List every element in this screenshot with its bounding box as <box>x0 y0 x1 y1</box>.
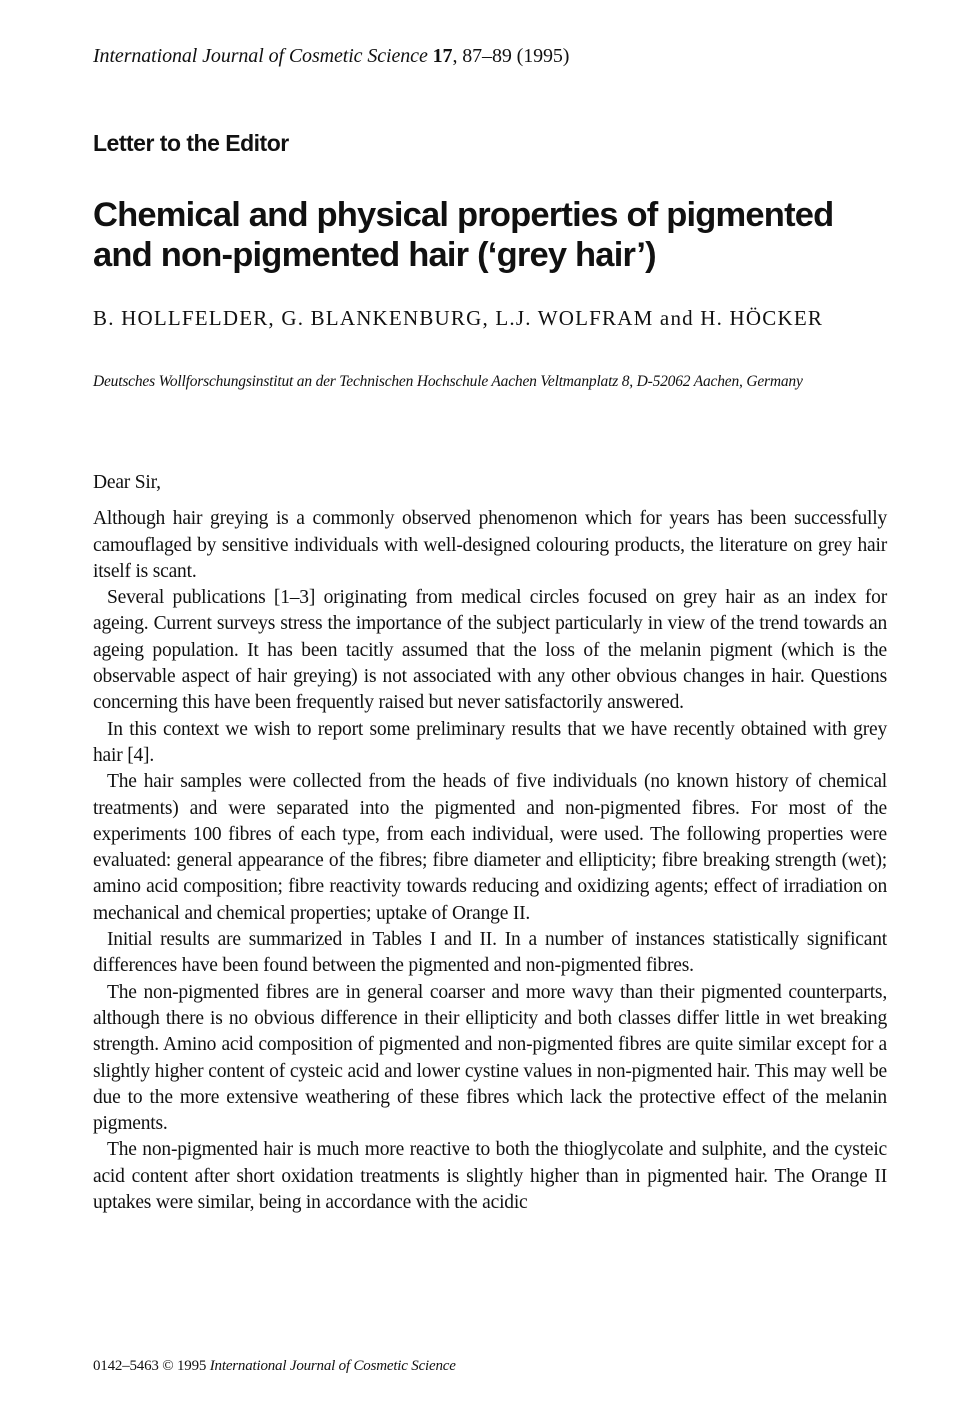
issn-copyright: 0142–5463 © 1995 <box>93 1358 210 1374</box>
letter-body <box>93 470 887 1216</box>
journal-volume: 17 <box>432 45 453 67</box>
section-label: Letter to the Editor <box>93 130 289 156</box>
paragraph: The non-pigmented hair is much more reactive to both the thioglycolate and sulphite, and the cysteic acid content after short oxidation treatments is slightly higher than in pigmented hair. The Orange II uptakes were similar, being in accordance with the acidic <box>93 1139 887 1214</box>
paragraph: In this context we wish to report some preliminary results that we have recently obtained with grey hair [4]. <box>93 718 887 766</box>
journal-name: International Journal of Cosmetic Science <box>93 45 428 67</box>
journal-pages-year: , 87–89 (1995) <box>452 45 570 67</box>
paragraph: The non-pigmented fibres are in general coarser and more wavy than their pigmented counterparts, although there is no obvious difference in their ellipticity and both classes differ little in wet breaking strength. Amino acid composition of pigmented and non-pigmented fibres are quite similar except for a slightly higher content of cysteic acid and lower cystine values in non-pigmented hair. This may well be due to the more extensive weathering of these fibres which lack the protective effect of the melanin pigments. <box>93 981 887 1135</box>
article-title: Chemical and physical properties of pigmented and non-pigmented hair (‘grey hair’) <box>93 196 834 274</box>
paragraph: The hair samples were collected from the heads of five individuals (no known history of chemical treatments) and were separated into the pigmented and non-pigmented fibres. For most of the experiments 100 fibres of each type, from each individual, were used. The following properties were evaluated: general appearance of the fibres; fibre diameter and ellipticity; fibre breaking strength (wet); amino acid composition; fibre reactivity towards reducing and oxidizing agents; effect of irradiation on mechanical and chemical properties; uptake of Orange II. <box>93 771 887 924</box>
salutation: Dear Sir, <box>93 472 161 493</box>
journal-citation <box>93 45 569 68</box>
paragraph: Initial results are summarized in Tables I and II. In a number of instances statistically significant differences have been found between the pigmented and non-pigmented fibres. <box>93 929 887 977</box>
footer-journal-name: International Journal of Cosmetic Science <box>209 1358 456 1374</box>
article-authors: B. HOLLFELDER, G. BLANKENBURG, L.J. WOLFRAM and H. HÖCKER <box>93 306 824 330</box>
page-footer <box>93 1358 456 1375</box>
author-affiliation: Deutsches Wollforschungsinstitut an der Technischen Hochschule Aachen Veltmanplatz 8, D-52062 Aachen, Germany <box>93 373 803 390</box>
paragraph: Several publications [1–3] originating from medical circles focused on grey hair as an index for ageing. Current surveys stress the importance of the subject particularly in view of the trend towards an ageing population. It has been tacitly assumed that the loss of the melanin pigment (which is the observable aspect of hair greying) is not associated with any other obvious changes in hair. Questions concerning this have been frequently raised but never satisfactorily answered. <box>93 587 887 714</box>
paragraph: Although hair greying is a commonly observed phenomenon which for years has been successfully camouflaged by sensitive individuals with well-designed colouring products, the literature on grey hair itself is scant. <box>93 508 887 582</box>
